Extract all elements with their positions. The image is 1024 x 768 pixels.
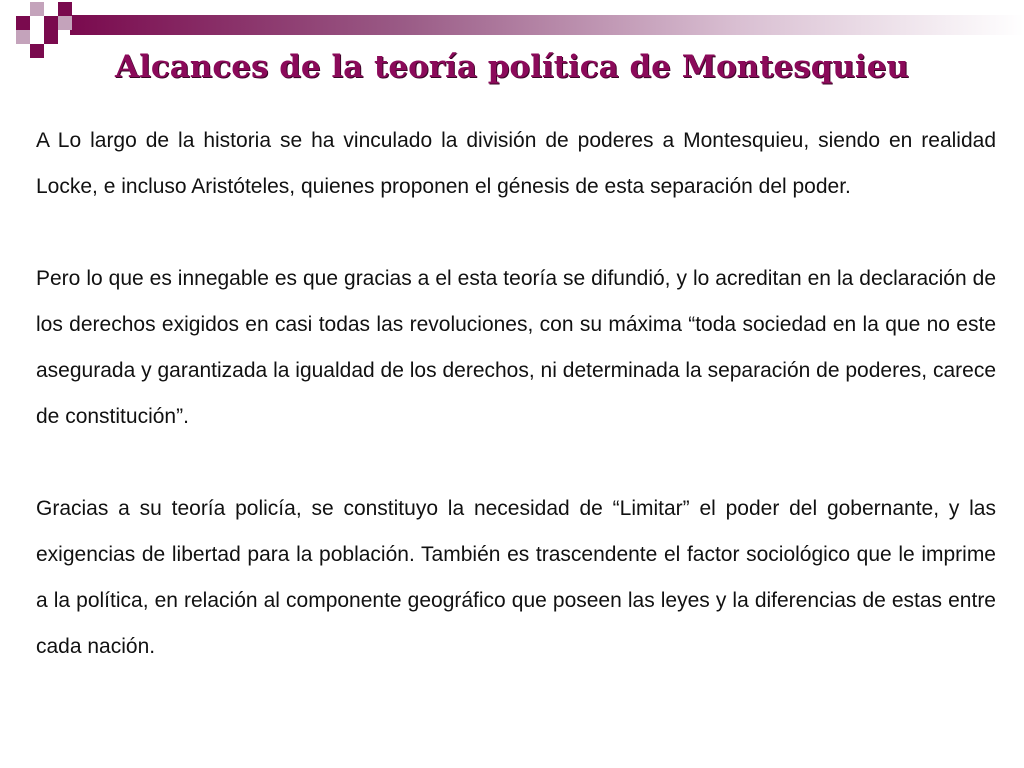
decorative-square: [58, 16, 72, 30]
decorative-square: [58, 2, 72, 16]
decorative-square: [44, 30, 58, 44]
slide-title: Alcances de la teoría política de Montesquieu: [115, 49, 909, 85]
decorative-square: [30, 2, 44, 16]
paragraph-3: Gracias a su teoría policía, se constituyo la necesidad de “Limitar” el poder del gobernante, y las exigencias de libertad para la población. También es trascendente el factor sociológico que le imprime a la política, en relación al componente geográfico que poseen las leyes y la diferencias de estas entre cada nación.: [36, 497, 996, 658]
decorative-square: [16, 30, 30, 44]
header-gradient-bar: [70, 15, 1024, 35]
decorative-square: [16, 16, 30, 30]
paragraph-2: Pero lo que es innegable es que gracias a el esta teoría se difundió, y lo acreditan en la declaración de los derechos exigidos en casi todas las revoluciones, con su máxima “toda sociedad en la que no este asegurada y garantizada la igualdad de los derechos, ni determinada la separación de poderes, carece de constitución”.: [36, 267, 996, 428]
decorative-square: [44, 16, 58, 30]
paragraph-1: A Lo largo de la historia se ha vinculado la división de poderes a Montesquieu, siendo en realidad Locke, e incluso Aristóteles, quienes proponen el génesis de esta separación del poder.: [36, 129, 996, 198]
slide-body: [36, 118, 996, 716]
